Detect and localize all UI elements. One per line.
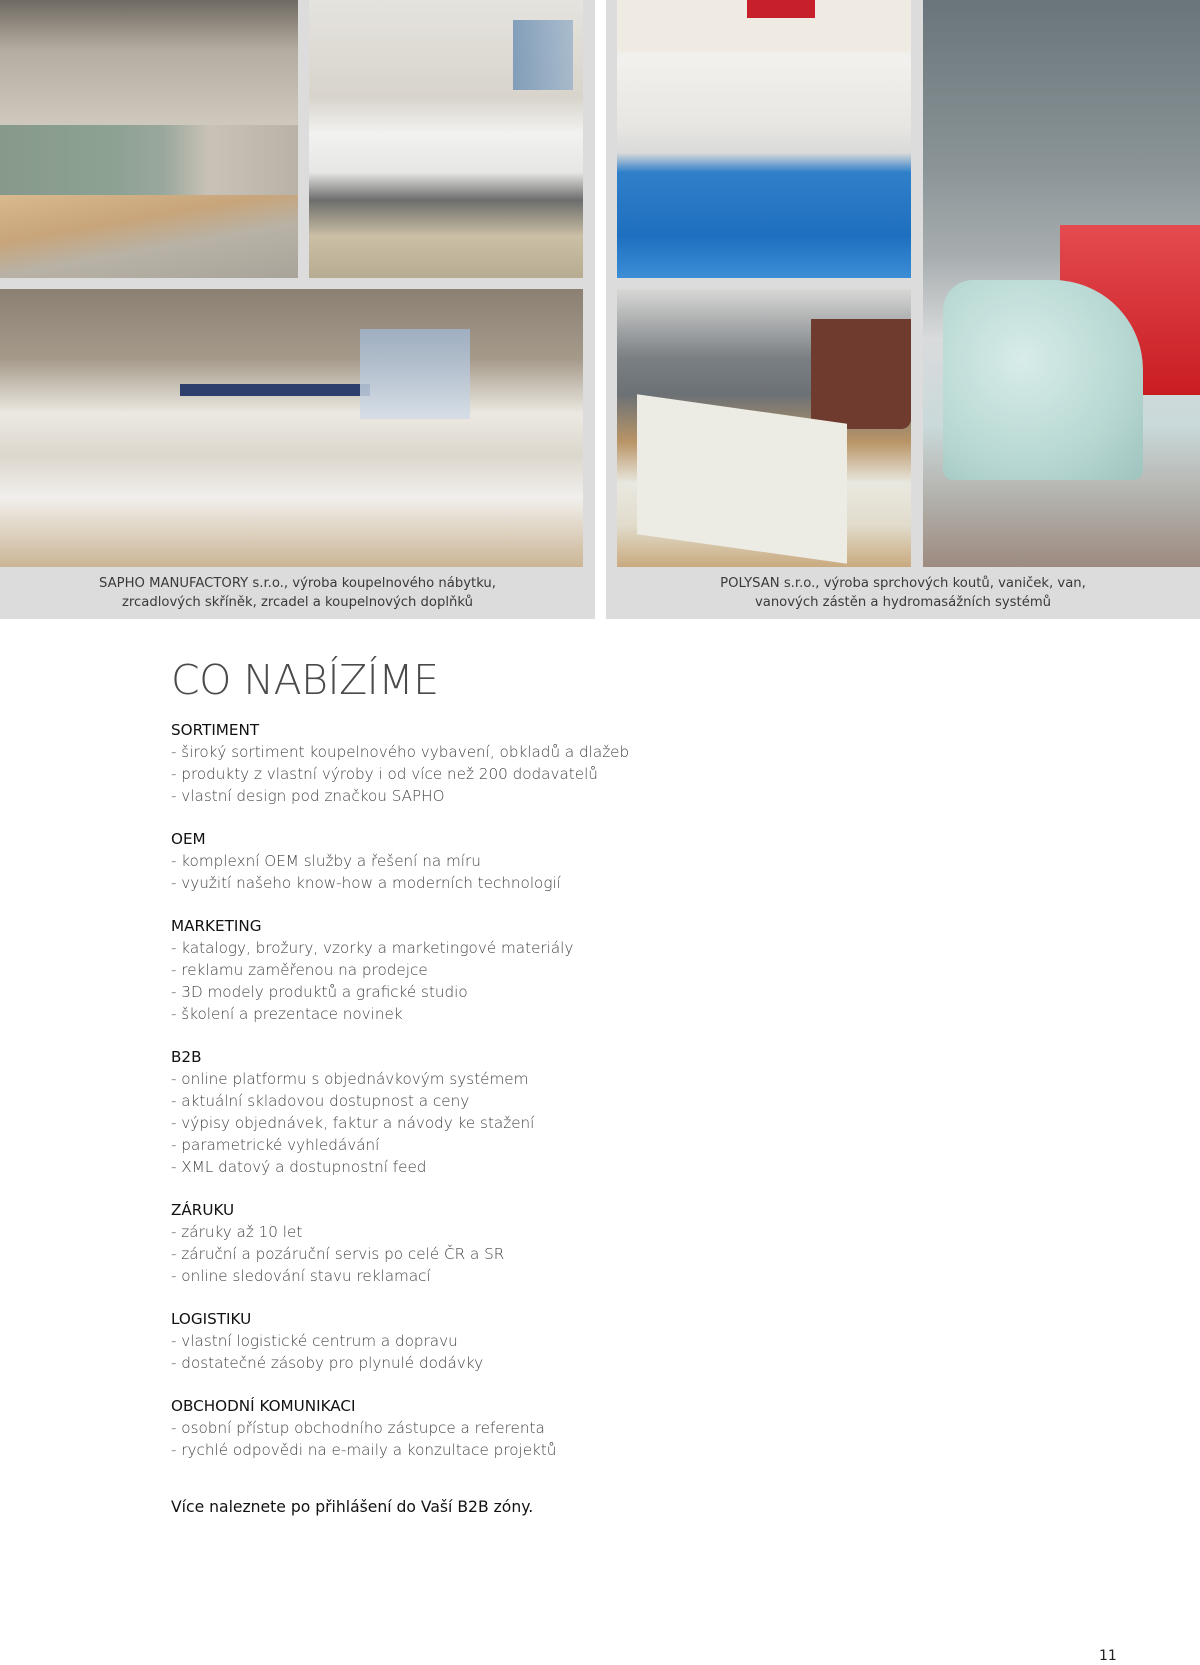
caption-line-1: SAPHO MANUFACTORY s.r.o., výroba koupelnového nábytku, xyxy=(99,576,496,591)
list-item: - XML datový a dostupnostní feed xyxy=(171,1158,427,1176)
list-item: - online sledování stavu reklamací xyxy=(171,1267,431,1285)
photo-robot-spraying xyxy=(923,0,1200,567)
page-number: 11 xyxy=(1099,1648,1117,1664)
photo-caption-polysan xyxy=(606,567,1200,619)
list-item: - rychlé odpovědi na e-maily a konzultace projektů xyxy=(171,1441,557,1459)
list-item: - výpisy objednávek, faktur a návody ke stažení xyxy=(171,1114,535,1132)
caption-line-1: POLYSAN s.r.o., výroba sprchových koutů, vaniček, van, xyxy=(720,576,1086,591)
list-item: - online platformu s objednávkovým systémem xyxy=(171,1070,529,1088)
photo-cabinet-assembly xyxy=(0,0,298,278)
section-logistics xyxy=(171,1308,771,1374)
caption-line-2: vanových zástěn a hydromasážních systémů xyxy=(754,595,1052,610)
offer-content xyxy=(171,655,771,1518)
section-marketing xyxy=(171,915,771,1025)
section-sortiment xyxy=(171,719,771,807)
list-item: - dostatečné zásoby pro plynulé dodávky xyxy=(171,1354,484,1372)
section-title: OBCHODNÍ KOMUNIKACI xyxy=(171,1397,356,1415)
page-title: CO NABÍZÍME xyxy=(171,656,439,704)
photo-panel-sapho-manufactory xyxy=(0,0,595,619)
section-oem xyxy=(171,828,771,894)
photo-whirlpool-piping xyxy=(617,0,911,278)
list-item: - vlastní logistické centrum a dopravu xyxy=(171,1332,458,1350)
photo-panel-saw xyxy=(0,289,583,567)
section-title: MARKETING xyxy=(171,917,262,935)
photo-conveyor-line xyxy=(309,0,583,278)
list-item: - parametrické vyhledávání xyxy=(171,1136,380,1154)
section-b2b xyxy=(171,1046,771,1178)
list-item: - produkty z vlastní výroby i od více než 200 dodavatelů xyxy=(171,765,598,783)
list-item: - reklamu zaměřenou na prodejce xyxy=(171,961,428,979)
section-warranty xyxy=(171,1199,771,1287)
list-item: - 3D modely produktů a grafické studio xyxy=(171,983,468,1001)
photo-bathtubs-pallets xyxy=(617,289,911,567)
section-title: B2B xyxy=(171,1048,202,1066)
list-item: - aktuální skladovou dostupnost a ceny xyxy=(171,1092,470,1110)
list-item: - záruky až 10 let xyxy=(171,1223,303,1241)
list-item: - využití našeho know-how a moderních technologií xyxy=(171,874,561,892)
list-item: - záruční a pozáruční servis po celé ČR a SR xyxy=(171,1245,505,1263)
list-item: - široký sortiment koupelnového vybavení, obkladů a dlažeb xyxy=(171,743,630,761)
list-item: - komplexní OEM služby a řešení na míru xyxy=(171,852,481,870)
section-title: OEM xyxy=(171,830,206,848)
photo-panel-polysan xyxy=(606,0,1200,619)
list-item: - osobní přístup obchodního zástupce a referenta xyxy=(171,1419,545,1437)
b2b-zone-note: Více naleznete po přihlášení do Vaší B2B zóny. xyxy=(171,1498,534,1516)
section-title: ZÁRUKU xyxy=(171,1201,235,1219)
photo-caption-sapho xyxy=(0,567,595,619)
list-item: - katalogy, brožury, vzorky a marketingové materiály xyxy=(171,939,574,957)
caption-line-2: zrcadlových skříněk, zrcadel a koupelnových doplňků xyxy=(122,595,473,610)
list-item: - vlastní design pod značkou SAPHO xyxy=(171,787,445,805)
section-title: LOGISTIKU xyxy=(171,1310,252,1328)
section-business-communication xyxy=(171,1395,771,1461)
section-title: SORTIMENT xyxy=(171,721,260,739)
list-item: - školení a prezentace novinek xyxy=(171,1005,403,1023)
